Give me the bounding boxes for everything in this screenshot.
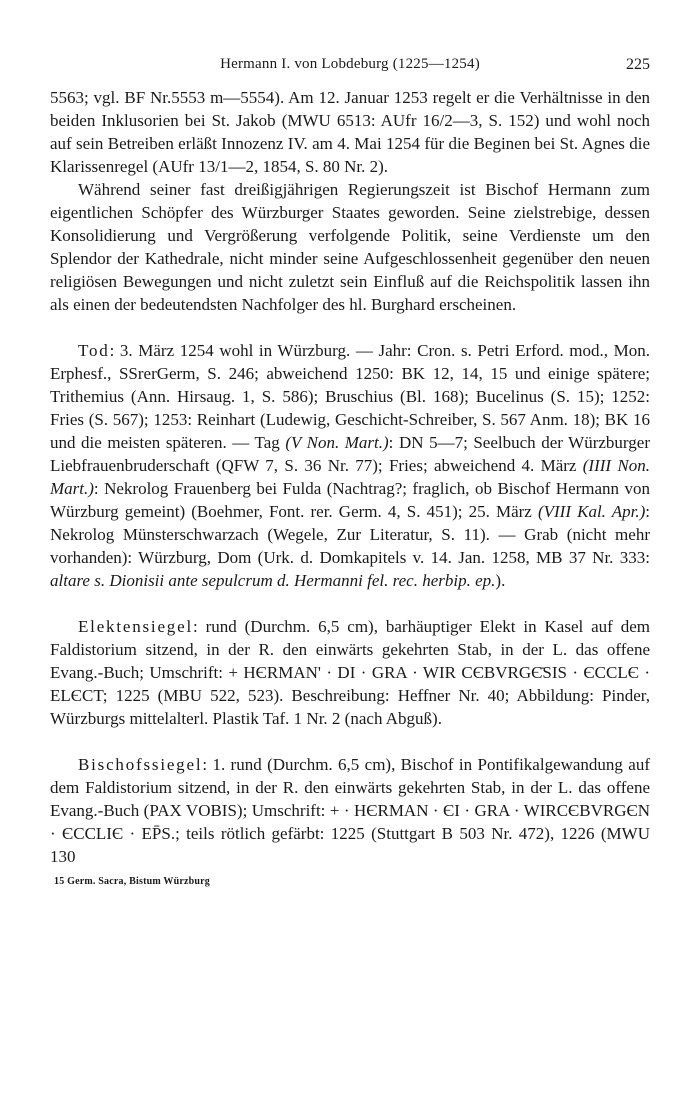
death-text-3: : Nekrolog Frauenberg bei Fulda (Nachtrag?; fraglich, ob Bischof Hermann von Würzburg gemeint) (Boehmer, Font. rer. Germ. 4, S. 451); 25. März: [50, 479, 650, 521]
paragraph-bishop-seal: [50, 753, 650, 868]
death-date-italic-2: (IIII Non. Mart.): [50, 456, 650, 498]
death-label: Tod: [78, 341, 110, 360]
signature-line: 15 Germ. Sacra, Bistum Würzburg: [54, 876, 211, 887]
elect-seal-label: Elektensiegel: [78, 617, 193, 636]
paragraph-assessment: Während seiner fast dreißigjährigen Regierungszeit ist Bischof Hermann zum eigentlichen Schöpfer des Würzburger Staates geworden. Seine zielstrebige, dessen Konsolidierung und Vergrößerung verfolgende Politik, seine Verdienste um den Splendor der Kathedrale, nicht minder seine Aufgeschlossenheit gegenüber den neuen religiösen Bewegungen und nicht zuletzt sein Einfluß auf die Reichspolitik lassen ihn als einen der bedeutendsten Nachfolger des hl. Burghard erscheinen.: [50, 180, 650, 314]
body-text: [50, 86, 650, 868]
death-text-2: : DN 5—7; Seelbuch der Würzburger Liebfrauenbruderschaft (QFW 7, S. 36 Nr. 77); Fries; abweichend 4. März: [50, 433, 650, 475]
death-date-italic-3: (VIII Kal. Apr.): [537, 502, 646, 521]
elect-seal-text: : rund (Durchm. 6,5 cm), barhäuptiger Elekt in Kasel auf dem Faldistorium sitzend, in der R. den einwärts gekehrten Stab, in der L. das offene Evang.-Buch; Umschrift: + HЄRMAN' · DI · GRA · WIR CЄBVRGЄ̄SIS · ЄCCLЄ · ELЄCT; 1225 (MBU 522, 523). Beschreibung: Heffner Nr. 40; Abbildung: Pinder, Würzburgs mittelalterl. Plastik Taf. 1 Nr. 2 (nach Abguß).: [50, 617, 650, 728]
death-text-4: : Nekrolog Münsterschwarzach (Wegele, Zur Literatur, S. 11). — Grab (nicht mehr vorhanden): Würzburg, Dom (Urk. d. Domkapitels v. 14. Jan. 1258, MB 37 Nr. 333:: [50, 502, 651, 567]
death-text-1: : 3. März 1254 wohl in Würzburg. — Jahr: Cron. s. Petri Erford. mod., Mon. Erphesf., SSrerGerm, S. 246; abweichend 1250: BK 12, 14, 15 und einige spätere; Trithemius (Ann. Hirsaug. 1, S. 586); Bruschius (Bl. 168); Bucelinus (S. 15); 1252: Fries (S. 567); 1253: Reinhart (Ludewig, Geschicht-Schreiber, S. 567 Anm. 18); BK 16 und die meisten späteren. — Tag: [50, 341, 650, 452]
paragraph-elect-seal: [50, 615, 650, 730]
page-header: [50, 56, 650, 86]
bishop-seal-text: : 1. rund (Durchm. 6,5 cm), Bischof in Pontifikalgewandung auf dem Faldistorium sitzend, in der R. den einwärts gekehrten Stab, in der L. das offene Evang.-Buch (PAX VOBIS); Umschrift: + · HЄRMAN · ЄI · GRA · WIRCЄBVRGЄN · ЄCCLIЄ · EP̄S.; teils rötlich gefärbt: 1225 (Stuttgart B 503 Nr. 472), 1226 (MWU 130: [50, 755, 650, 866]
grave-quote-italic: altare s. Dionisii ante sepulcrum d. Hermanni fel. rec. herbip. ep.: [50, 571, 496, 590]
page-number: 225: [626, 56, 650, 73]
bishop-seal-label: Bischofssiegel: [78, 755, 203, 774]
death-text-5: ).: [495, 571, 506, 590]
paragraph-death: [50, 339, 650, 592]
document-page: [50, 56, 650, 887]
paragraph-continuation: 5563; vgl. BF Nr.5553 m—5554). Am 12. Januar 1253 regelt er die Verhältnisse in den beiden Inklusorien bei St. Jakob (MWU 6513: AUfr 16/2—3, S. 152) und wohl noch auf sein Betreiben erläßt Innozenz IV. am 4. Mai 1254 für die Beginen bei St. Agnes die Klarissenregel (AUfr 13/1—2, 1854, S. 80 Nr. 2).: [50, 88, 650, 176]
death-date-italic-1: (V Non. Mart.): [285, 433, 389, 452]
running-title: Hermann I. von Lobdeburg (1225—1254): [220, 56, 480, 72]
